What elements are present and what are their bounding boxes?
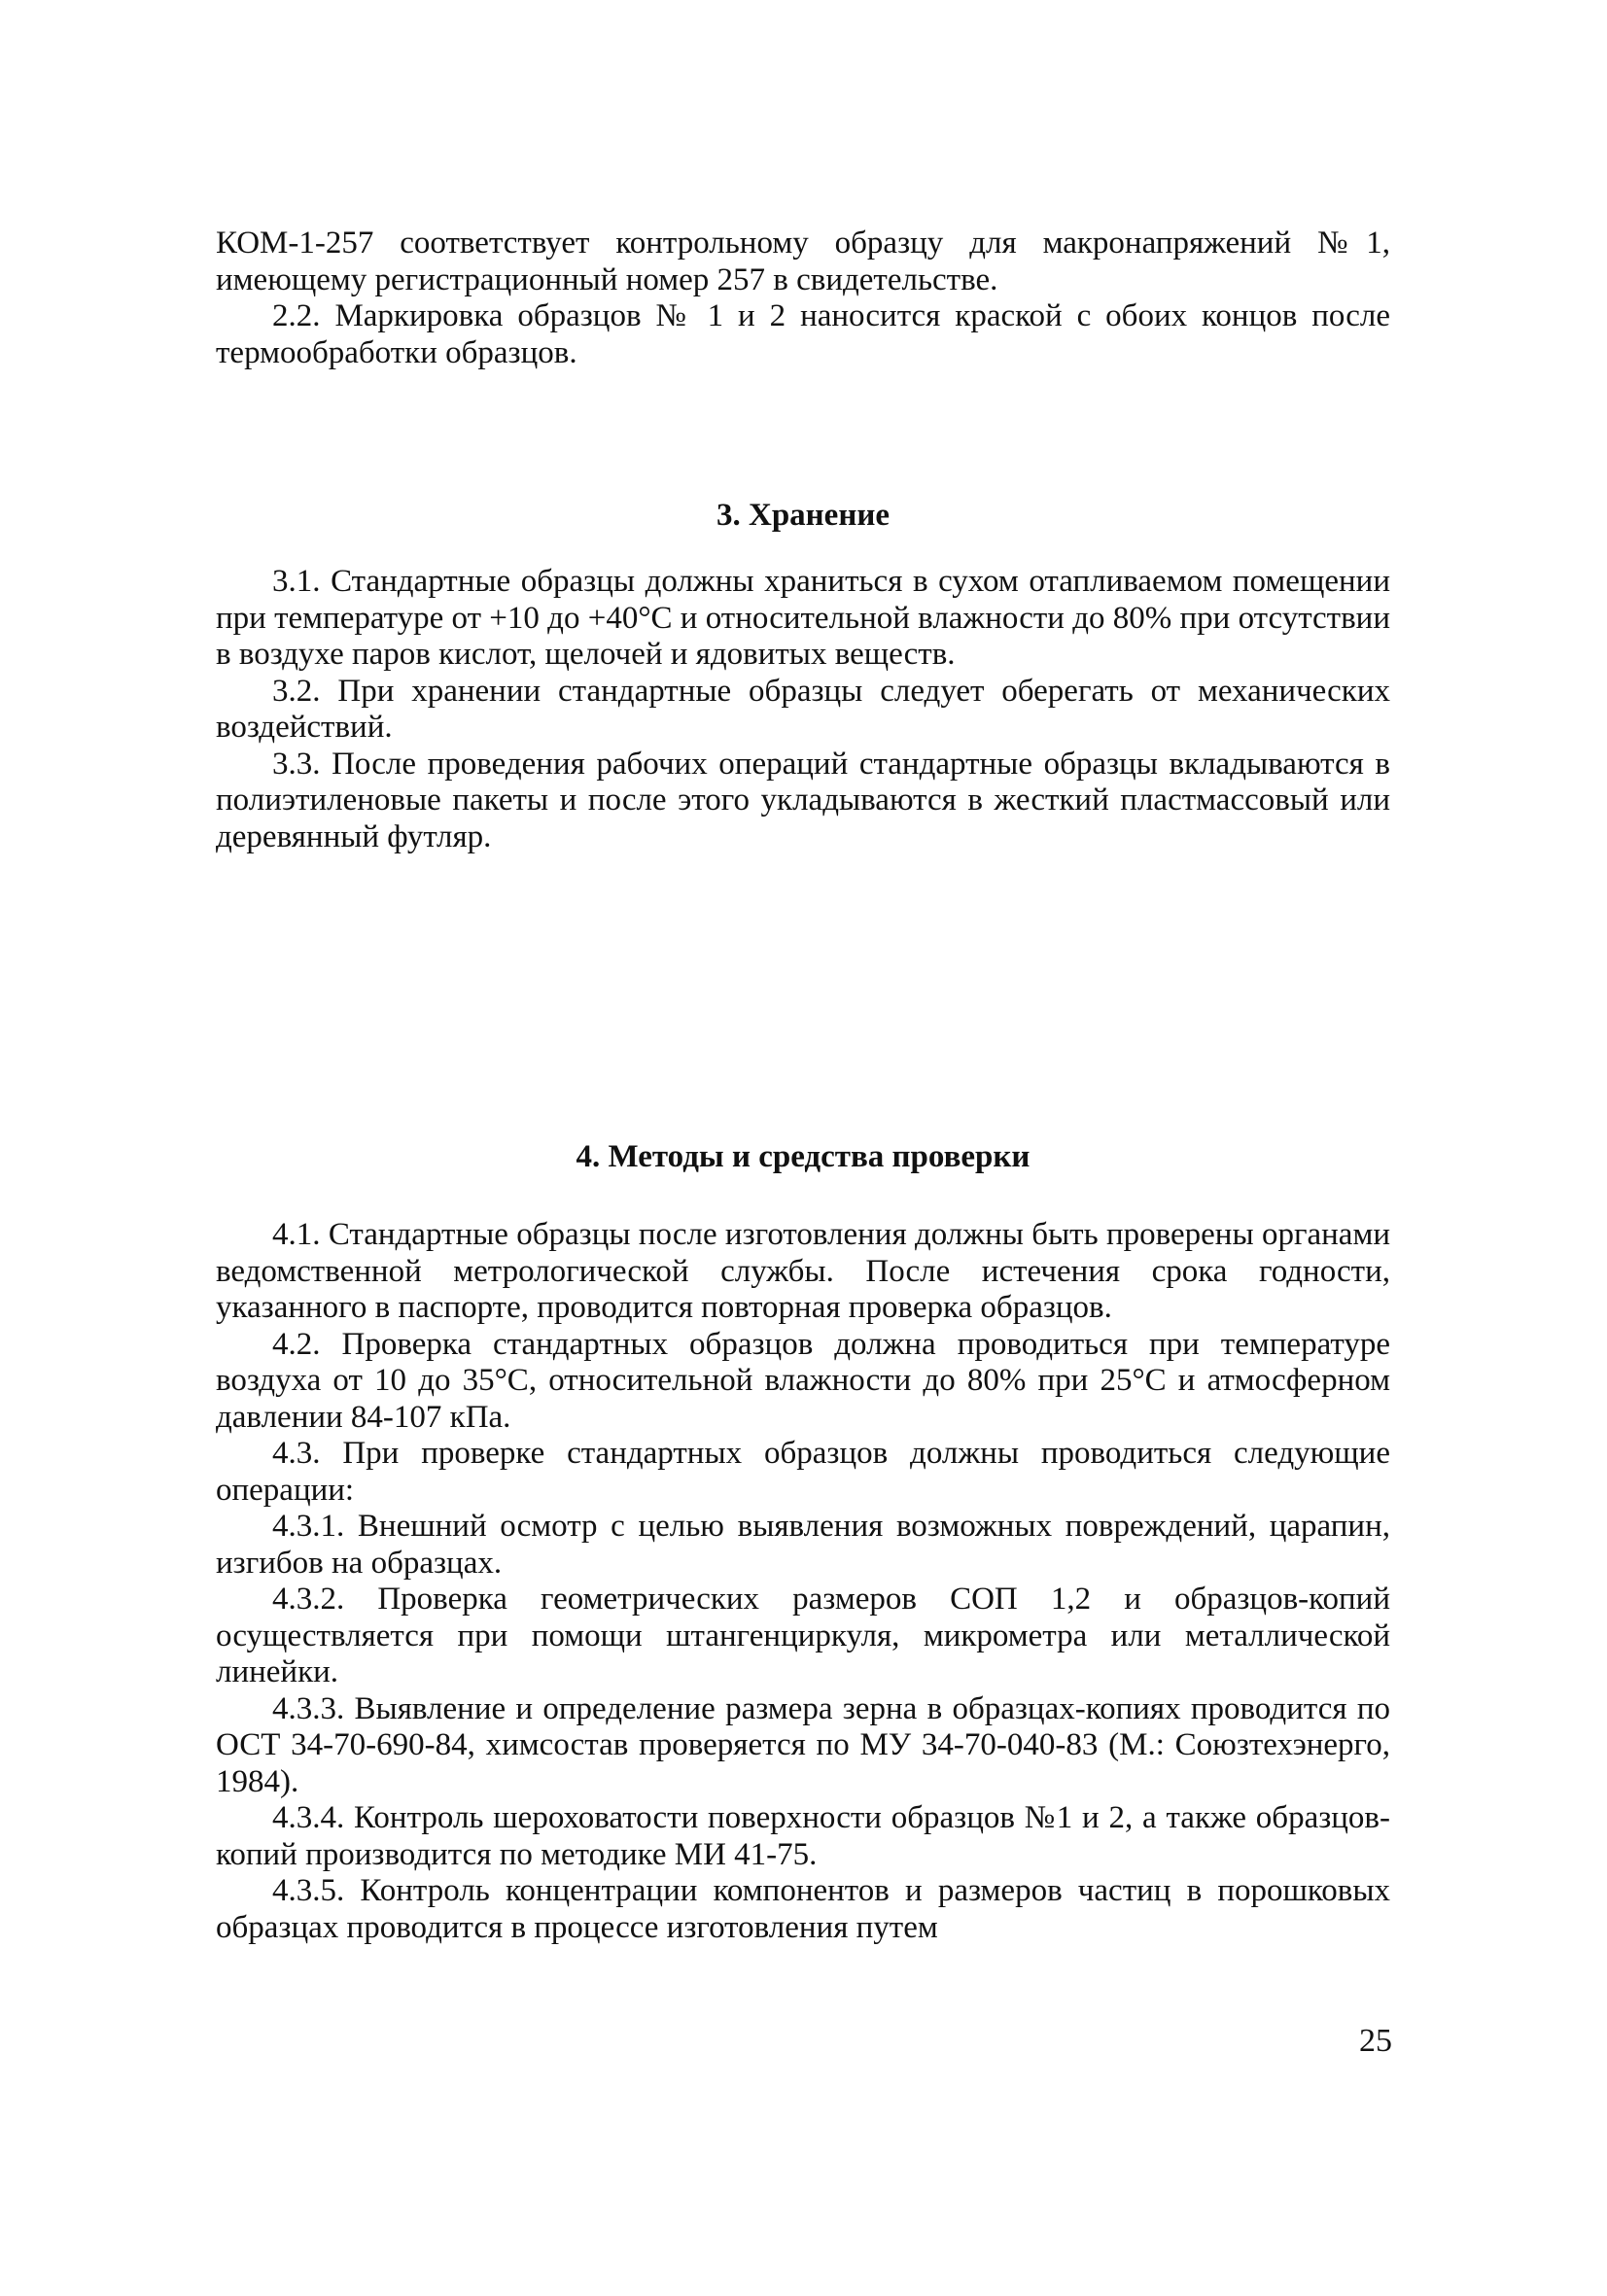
intro-paragraph-2: 2.2. Маркировка образцов № 1 и 2 наносится краской с обоих концов после термообработки образцов. [216,298,1390,370]
paragraph-4-3-1: 4.3.1. Внешний осмотр с целью выявления возможных повреждений, царапин, изгибов на образцах. [216,1509,1390,1581]
paragraph-4-3: 4.3. При проверке стандартных образцов должны проводиться следующие операции: [216,1436,1390,1508]
paragraph-3-3: 3.3. После проведения рабочих операций стандартные образцы вкладываются в полиэтиленовые пакеты и после этого укладываются в жесткий пластмассовый или деревянный футляр. [216,746,1390,854]
section-4-body [216,1217,1390,1946]
paragraph-3-1: 3.1. Стандартные образцы должны храниться в сухом отапливаемом помещении при температуре от +10 до +40°С и относительной влажности до 80% при отсутствии в воздухе паров кислот, щелочей и ядовитых веществ. [216,564,1390,672]
paragraph-4-2: 4.2. Проверка стандартных образцов должна проводиться при температуре воздуха от 10 до 35°С, относительной влажности до 80% при 25°С и атмосферном давлении 84-107 кПа. [216,1326,1390,1435]
section-3-body [216,564,1390,855]
page-number: 25 [1359,2023,1392,2059]
paragraph-4-3-4: 4.3.4. Контроль шероховатости поверхности образцов №1 и 2, а также образцов-копий производится по методике МИ 41-75. [216,1800,1390,1872]
section-4-title: 4. Методы и средства проверки [576,1139,1031,1174]
intro-paragraph-1: КОМ-1-257 соответствует контрольному образцу для макронапряжений №1, имеющему регистрационный номер 257 в свидетельстве. [216,226,1390,297]
paragraph-4-1: 4.1. Стандартные образцы после изготовления должны быть проверены органами ведомственной метрологической службы. После истечения срока годности, указанного в паспорте, проводится повторная проверка образцов. [216,1217,1390,1325]
intro-block [216,226,1390,371]
paragraph-4-3-3: 4.3.3. Выявление и определение размера зерна в образцах-копиях проводится по ОСТ 34-70-690-84, химсостав проверяется по МУ 34-70-040-83 (М.: Союзтехэнерго, 1984). [216,1690,1390,1799]
section-3-title: 3. Хранение [716,498,891,533]
paragraph-4-3-5: 4.3.5. Контроль концентрации компонентов и размеров частиц в порошковых образцах проводится в процессе изготовления путем [216,1873,1390,1945]
paragraph-3-2: 3.2. При хранении стандартные образцы следует оберегать от механических воздействий. [216,673,1390,745]
paragraph-4-3-2: 4.3.2. Проверка геометрических размеров СОП 1,2 и образцов-копий осуществляется при помощи штангенциркуля, микрометра или металлической линейки. [216,1582,1390,1689]
